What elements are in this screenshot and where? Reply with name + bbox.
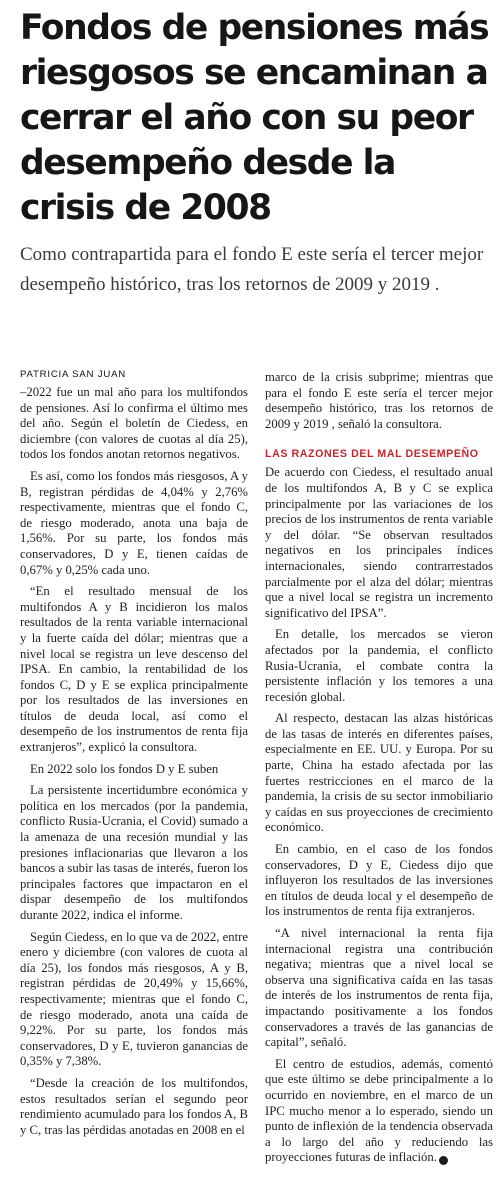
article-column-left [20, 369, 248, 1138]
headline-line: cerrar el año con su peor [20, 98, 473, 138]
body-paragraph: “Desde la creación de los multifondos, estos resultados serían el segundo peor rendimiento acumulado para los fondos A, B y C, tras las pérdidas anotadas en 2008 en el [20, 1075, 248, 1137]
article-column-right [265, 370, 493, 1166]
body-paragraph: –2022 fue un mal año para los multifondos de pensiones. Así lo confirma el último mes del año. Según el boletín de Ciedess, en diciembre (con valores de cuotas al día 25), todos los fondos anotan retornos negativos. [20, 385, 248, 462]
body-paragraph: Según Ciedess, en lo que va de 2022, entre enero y diciembre (con valores de cuota al día 25), los fondos más riesgosos, A y B, registran pérdidas de 20,49% y 15,66%, respectivamente; mientras que el fondo C, de riesgo moderado, anota una caída de 9,22%. Por su parte, los fondos más conservadores, D y E, tuvieron ganancias de 0,35% y 7,38%. [20, 929, 248, 1069]
body-paragraph-text: El centro de estudios, además, comentó que este último se debe principalmente a lo ocurrido en noviembre, en el marco de un IPC mucho menor a lo esperado, siendo un punto de inflexión de la tendencia observada a lo largo del año y reduciendo las proyecciones futuras de inflación. [265, 1056, 493, 1165]
author-byline: PATRICIA SAN JUAN [20, 369, 126, 380]
end-mark-icon: ✆ [439, 1156, 448, 1165]
body-paragraph: Es así, como los fondos más riesgosos, A y B, registran pérdidas de 4,04% y 2,76% respectivamente, mientras que el fondo C, de riesgo moderado, anota una baja de 1,56%. Por su parte, los fondos más conservadores, D y E, tienen caídas de 0,67% y 0,25% cada uno. [20, 468, 248, 577]
body-paragraph: La persistente incertidumbre económica y política en los mercados (por la pandemia, conflicto Rusia-Ucrania, el Covid) sumado a la amenaza de una recesión mundial y las presiones inflacionarias que llevaron a los bancos a subir las tasas de interés, fueron los principales factores que impactaron en el dispar desempeño de los multifondos durante 2022, indica el informe. [20, 783, 248, 922]
body-paragraph: “A nivel internacional la renta fija internacional registra una contribución negativa; mientras que a nivel local se observa una significativa caída en las tasas de interés de los instrumentos de renta fija, impactando positivamente a los fondos conservadores a través de las ganancias de capital”, señaló. [265, 926, 493, 1050]
body-paragraph: De acuerdo con Ciedess, el resultado anual de los multifondos A, B y C se explica principalmente por las variaciones de los precios de los instrumentos de renta variable y del dólar. “Se observan resultados negativos en los principales índices internacionales, siendo contrarrestados parcialmente por el alza del dólar; mientras que a nivel local se registra un incremento significativo del IPSA”. [265, 465, 493, 620]
headline-line: desempeño desde la [20, 143, 395, 183]
body-paragraph: Al respecto, destacan las alzas históricas de las tasas de interés en diferentes países, especialmente en EE. UU. y Europa. Por su parte, China ha estado afectada por las fuertes restricciones en el marco de la pandemia, la crisis de su sector inmobiliario y caídas en sus proyecciones de crecimiento económico. [265, 711, 493, 835]
headline [20, 6, 490, 231]
lead-paragraph [20, 240, 490, 300]
lead-line: desempeño histórico, tras los retornos de 2009 y 2019 . [20, 274, 440, 295]
lead-line: Como contrapartida para el fondo E este sería el tercer mejor [20, 244, 484, 265]
headline-line: riesgosos se encaminan a [20, 53, 488, 93]
last-paragraph [265, 1057, 493, 1166]
body-paragraph: En detalle, los mercados se vieron afectados por la pandemia, el conflicto Rusia-Ucrania, el combate contra la persistente inflación y los temores a una recesión global. [265, 627, 493, 704]
section-subhead: LAS RAZONES DEL MAL DESEMPEÑO [265, 448, 479, 461]
body-paragraph: “En el resultado mensual de los multifondos A y B incidieron los malos resultados de la renta variable internacional y la fuerte caída del dólar; mientras que a nivel local se registra un leve descenso del IPSA. En cambio, la rentabilidad de los fondos C, D y E se explica principalmente por los resultados de las inversiones en títulos de deuda local, así como el desempeño de los instrumentos de renta fija extranjeros”, explicó la consultora. [20, 584, 248, 755]
body-paragraph: marco de la crisis subprime; mientras que para el fondo E este sería el tercer mejor desempeño histórico, tras los retornos de 2009 y 2019 , señaló la consultora. [265, 370, 493, 431]
headline-line: Fondos de pensiones más [20, 8, 489, 48]
headline-line: crisis de 2008 [20, 188, 271, 228]
body-paragraph: En cambio, en el caso de los fondos conservadores, D y E, Ciedess dijo que influyeron los resultados de las inversiones en títulos de deuda local y el desempeño de los instrumentos de renta fija extranjeros. [265, 842, 493, 919]
body-paragraph: En 2022 solo los fondos D y E suben [30, 761, 219, 776]
